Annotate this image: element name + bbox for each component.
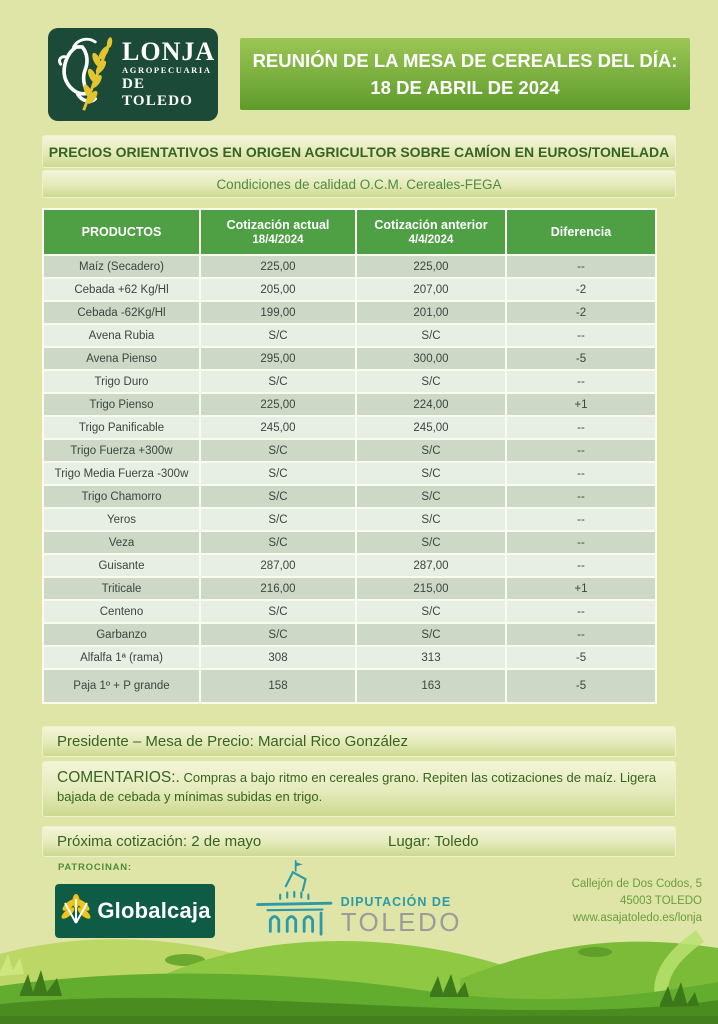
previous-price-cell: S/C [357,325,505,346]
current-price-cell: S/C [201,325,355,346]
difference-cell: -2 [507,279,655,300]
previous-price-cell: 245,00 [357,417,505,438]
globalcaja-logo [55,884,215,938]
product-cell: Cebada +62 Kg/Hl [44,279,199,300]
bull-wheat-icon [52,33,124,117]
table-row [44,440,655,461]
address-line3[interactable]: www.asajatoledo.es/lonja [572,912,702,924]
difference-cell: -- [507,463,655,484]
current-price-cell: 216,00 [201,578,355,599]
previous-price-cell: 225,00 [357,256,505,277]
current-price-cell: 225,00 [201,256,355,277]
previous-price-cell: S/C [357,509,505,530]
price-table [42,208,657,704]
previous-price-cell: 313 [357,647,505,668]
previous-price-cell: 287,00 [357,555,505,576]
difference-cell: -- [507,486,655,507]
table-row [44,578,655,599]
table-row [44,256,655,277]
product-cell: Centeno [44,601,199,622]
product-cell: Yeros [44,509,199,530]
product-cell: Triticale [44,578,199,599]
banner-condiciones-text: Condiciones de calidad O.C.M. Cereales-FEGA [216,176,502,192]
diputacion-line1: DIPUTACIÓN DE [340,895,452,909]
previous-price-cell: S/C [357,440,505,461]
diputacion-logo [252,845,462,950]
product-cell: Guisante [44,555,199,576]
difference-cell: -- [507,601,655,622]
table-row [44,302,655,323]
banner-precios-text: PRECIOS ORIENTATIVOS EN ORIGEN AGRICULTOR SOBRE CAMÍON EN EUROS/TONELADA [48,143,670,160]
difference-cell: -5 [507,670,655,702]
diputacion-line2: TOLEDO [340,907,462,937]
product-cell: Maíz (Secadero) [44,256,199,277]
address-line1: Callejón de Dos Codos, 5 [571,878,702,890]
table-row [44,555,655,576]
globalcaja-name: Globalcaja [97,898,211,923]
lonja-logo-text [122,39,215,110]
current-price-cell: 308 [201,647,355,668]
table-row [44,348,655,369]
price-table-head [44,210,655,254]
current-price-cell: S/C [201,532,355,553]
title-banner [240,38,690,110]
table-row [44,509,655,530]
difference-cell: -- [507,555,655,576]
comments-label: COMENTARIOS:. [57,769,180,786]
title-line2: 18 DE ABRIL DE 2024 [370,77,560,98]
table-row [44,371,655,392]
president-text: Presidente – Mesa de Precio: Marcial Rico González [57,733,408,750]
table-row [44,394,655,415]
previous-price-cell: 207,00 [357,279,505,300]
difference-cell: -- [507,417,655,438]
current-price-cell: S/C [201,486,355,507]
next-quote-text: Próxima cotización: 2 de mayo [57,833,262,850]
column-header: Cotización anterior 4/4/2024 [357,210,505,254]
difference-cell: -- [507,256,655,277]
current-price-cell: 295,00 [201,348,355,369]
place-text: Lugar: Toledo [388,833,479,850]
difference-cell: -5 [507,647,655,668]
current-price-cell: 199,00 [201,302,355,323]
previous-price-cell: S/C [357,624,505,645]
current-price-cell: S/C [201,601,355,622]
logo-line1: LONJA [122,37,216,66]
previous-price-cell: 224,00 [357,394,505,415]
product-cell: Trigo Panificable [44,417,199,438]
table-row [44,624,655,645]
product-cell: Trigo Duro [44,371,199,392]
diputacion-building-icon [252,850,337,950]
current-price-cell: 225,00 [201,394,355,415]
table-row [44,279,655,300]
difference-cell: -2 [507,302,655,323]
previous-price-cell: S/C [357,463,505,484]
banner-precios [42,135,676,168]
comments-text: Compras a bajo ritmo en cereales grano. Repiten las cotizaciones de maíz. Ligera bajada de cebada y mínimas subidas en trigo. [57,770,657,804]
product-cell: Paja 1º + P grande [44,670,199,702]
current-price-cell: 245,00 [201,417,355,438]
difference-cell: -- [507,371,655,392]
current-price-cell: S/C [201,509,355,530]
difference-cell: -- [507,532,655,553]
product-cell: Veza [44,532,199,553]
column-header: Cotización actual 18/4/2024 [201,210,355,254]
table-row [44,601,655,622]
table-row [44,670,655,702]
difference-cell: -- [507,509,655,530]
current-price-cell: 205,00 [201,279,355,300]
product-cell: Alfalfa 1ª (rama) [44,647,199,668]
table-row [44,532,655,553]
sponsors-label: PATROCINAN: [58,862,132,873]
previous-price-cell: 300,00 [357,348,505,369]
comments-bar [42,761,676,817]
difference-cell: -- [507,440,655,461]
logo-line2: AGROPECUARIA [122,65,212,75]
previous-price-cell: S/C [357,532,505,553]
difference-cell: -5 [507,348,655,369]
banner-condiciones [42,170,676,198]
product-cell: Avena Rubia [44,325,199,346]
difference-cell: -- [507,624,655,645]
product-cell: Trigo Pienso [44,394,199,415]
previous-price-cell: 201,00 [357,302,505,323]
price-table-body [44,256,655,702]
previous-price-cell: S/C [357,486,505,507]
product-cell: Trigo Media Fuerza -300w [44,463,199,484]
table-row [44,486,655,507]
lonja-logo [48,28,218,121]
table-row [44,647,655,668]
title-line1: REUNIÓN DE LA MESA DE CEREALES DEL DÍA: [252,50,678,71]
previous-price-cell: S/C [357,601,505,622]
product-cell: Cebada -62Kg/Hl [44,302,199,323]
globalcaja-wheat-icon [59,893,93,929]
address-block [440,876,702,927]
product-cell: Trigo Fuerza +300w [44,440,199,461]
column-header: Diferencia [507,210,655,254]
previous-price-cell: 215,00 [357,578,505,599]
product-cell: Avena Pienso [44,348,199,369]
current-price-cell: S/C [201,371,355,392]
previous-price-cell: 163 [357,670,505,702]
current-price-cell: 158 [201,670,355,702]
logo-line3: DE TOLEDO [122,76,194,109]
product-cell: Garbanzo [44,624,199,645]
current-price-cell: 287,00 [201,555,355,576]
difference-cell: -- [507,325,655,346]
table-row [44,463,655,484]
product-cell: Trigo Chamorro [44,486,199,507]
address-line2: 45003 TOLEDO [619,895,702,907]
previous-price-cell: S/C [357,371,505,392]
column-header: PRODUCTOS [44,210,199,254]
difference-cell: +1 [507,578,655,599]
current-price-cell: S/C [201,463,355,484]
difference-cell: +1 [507,394,655,415]
table-row [44,417,655,438]
president-bar [42,726,676,757]
table-row [44,325,655,346]
current-price-cell: S/C [201,440,355,461]
current-price-cell: S/C [201,624,355,645]
